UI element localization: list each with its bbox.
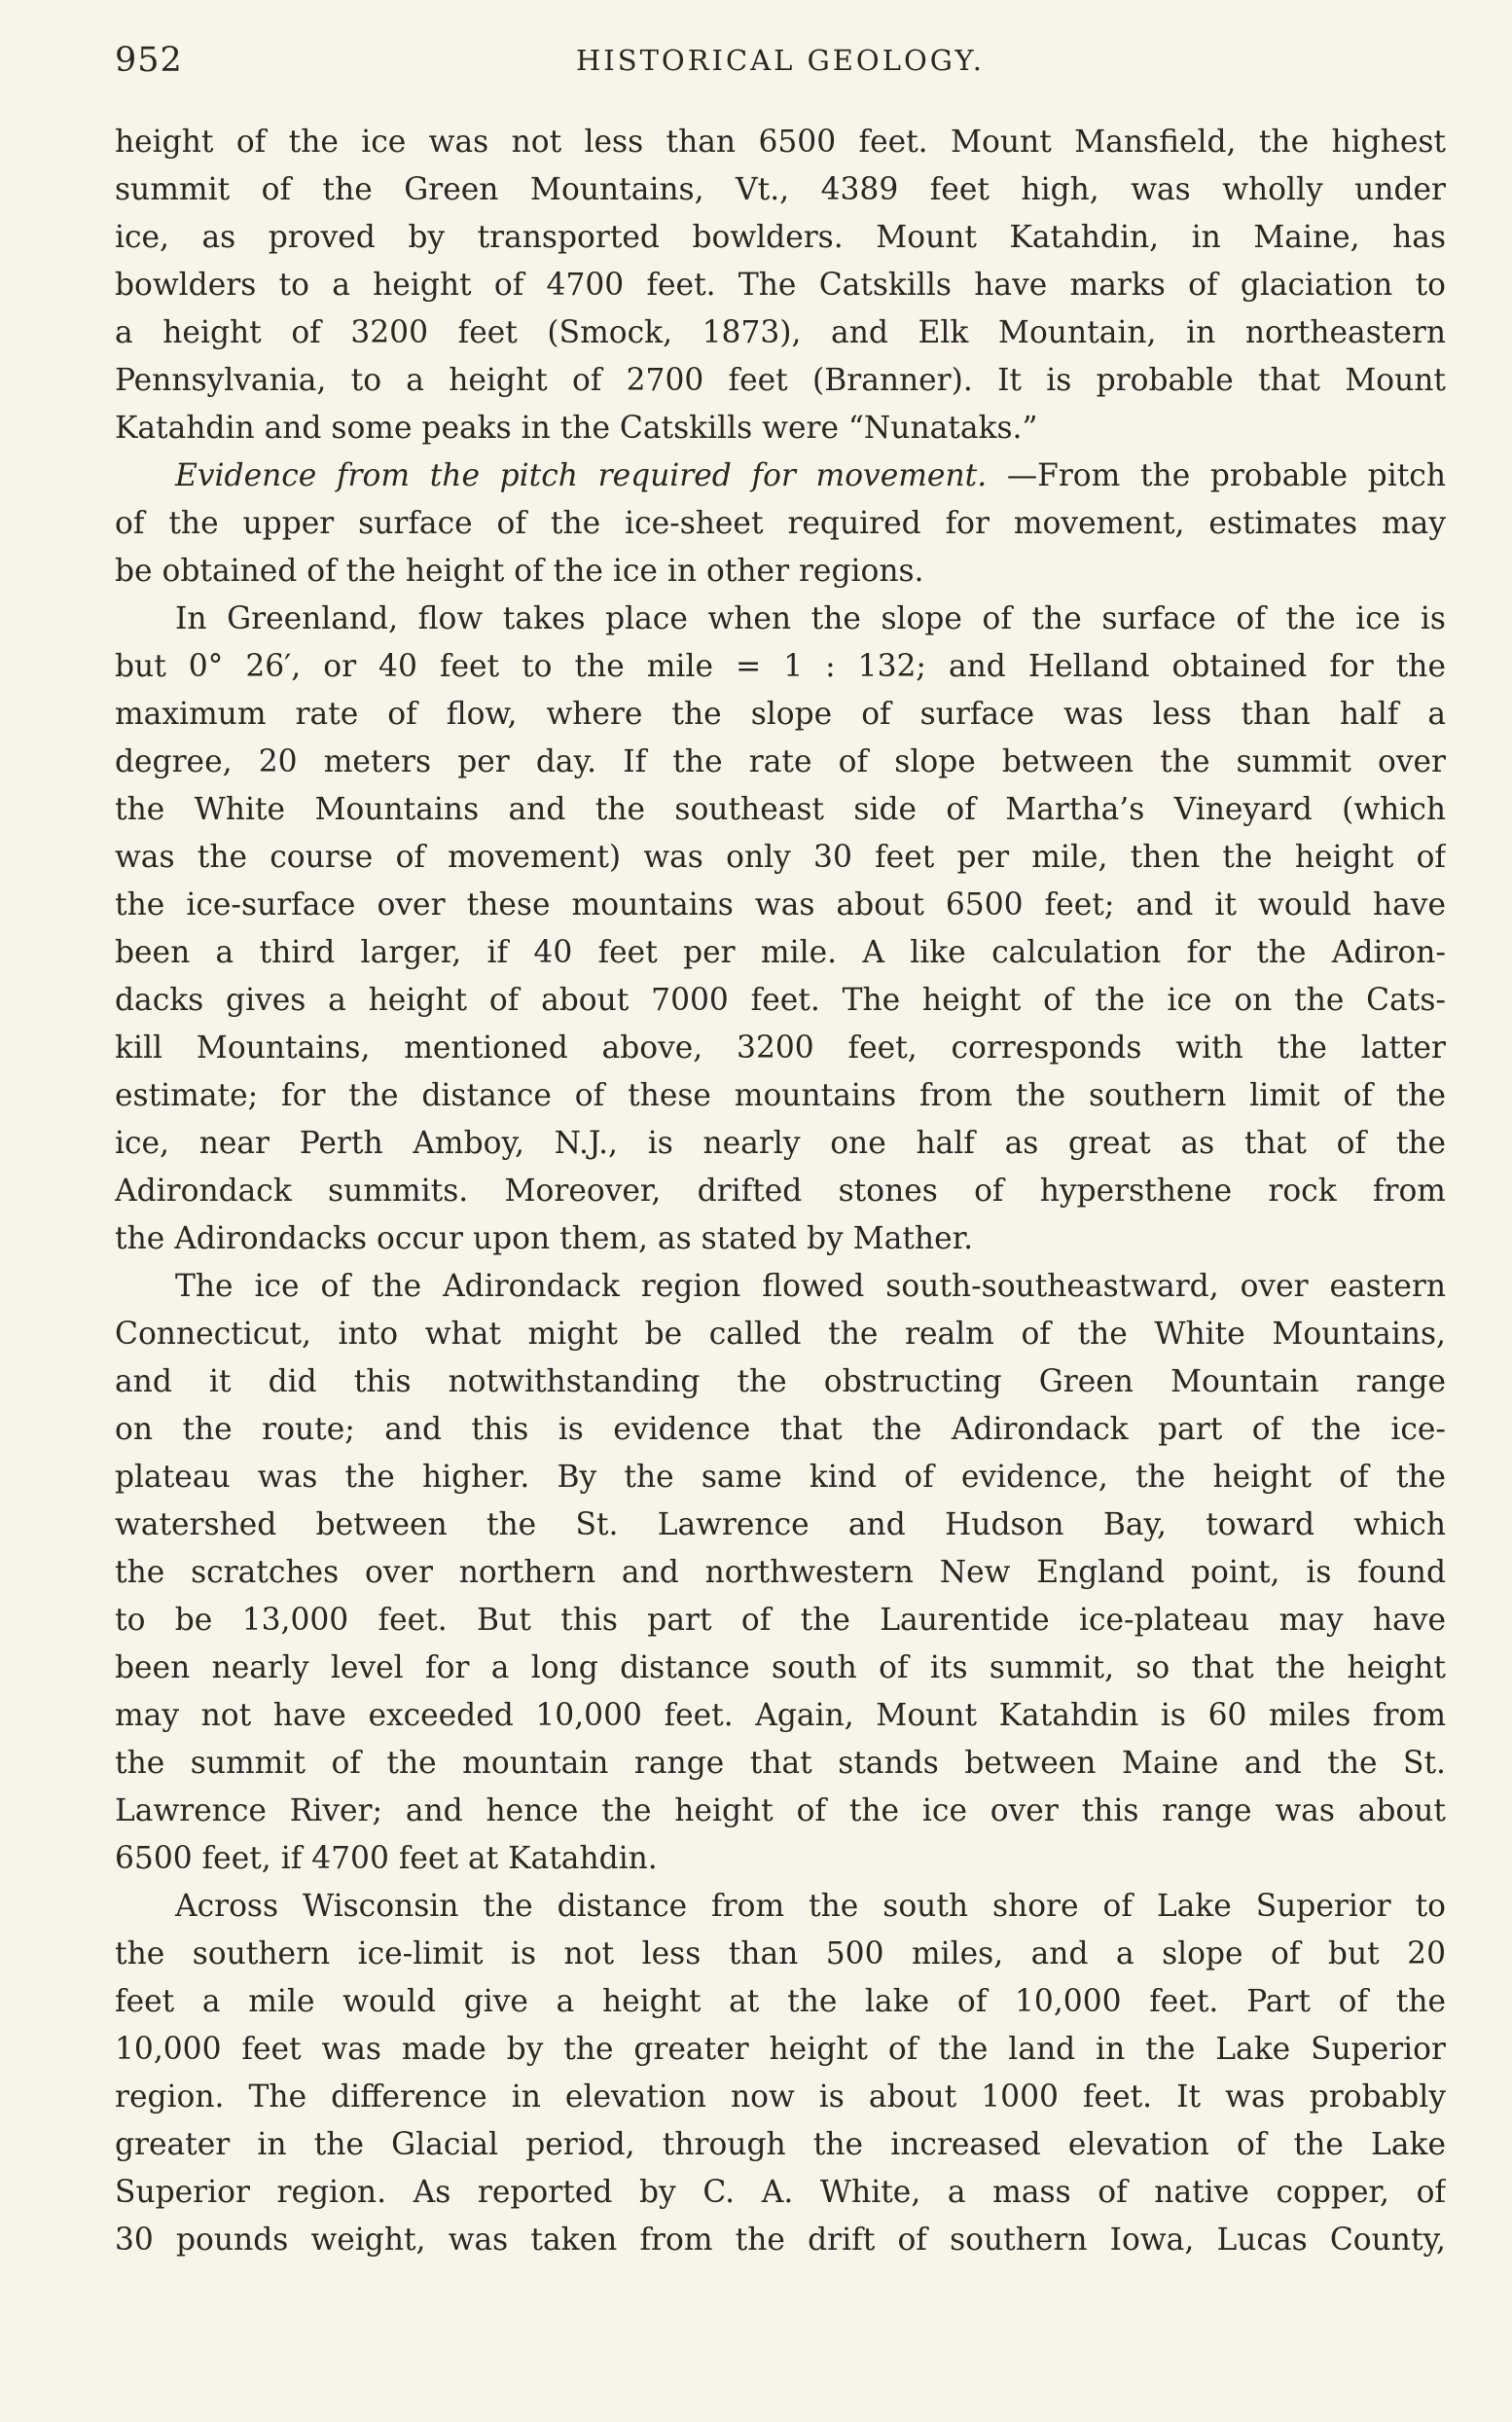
text-line: the summit of the mountain range that stands between Maine and the St.: [115, 1746, 1446, 1781]
text-line: a height of 3200 feet (Smock, 1873), and Elk Mountain, in northeastern: [115, 315, 1446, 350]
text-line: Adirondack summits. Moreover, drifted stones of hypersthene rock from: [115, 1174, 1446, 1209]
text-line: degree, 20 meters per day. If the rate of slope between the summit over: [115, 744, 1446, 779]
body-text: [115, 119, 1446, 2264]
text-line: 30 pounds weight, was taken from the drift of southern Iowa, Lucas County,: [115, 2223, 1446, 2258]
text-line: the scratches over northern and northwestern New England point, is found: [115, 1555, 1446, 1590]
text-line: estimate; for the distance of these mountains from the southern limit of the: [115, 1078, 1446, 1113]
text-line: ice, near Perth Amboy, N.J., is nearly one half as great as that of the: [115, 1126, 1446, 1161]
paragraph-start: In Greenland, flow takes place when the slope of the surface of the ice is: [175, 601, 1446, 636]
text-line: of the upper surface of the ice-sheet required for movement, estimates may: [115, 506, 1446, 541]
text-line: the southern ice-limit is not less than 500 miles, and a slope of but 20: [115, 1936, 1446, 1971]
text-line: been a third larger, if 40 feet per mile. A like calculation for the Adiron-: [115, 935, 1446, 970]
text-line: greater in the Glacial period, through the increased elevation of the Lake: [115, 2127, 1446, 2162]
text-line: 6500 feet, if 4700 feet at Katahdin.: [115, 1841, 658, 1876]
text-line: 10,000 feet was made by the greater height of the land in the Lake Superior: [115, 2032, 1446, 2067]
text-line: maximum rate of flow, where the slope of surface was less than half a: [115, 697, 1446, 732]
text-line: on the route; and this is evidence that the Adirondack part of the ice-: [115, 1412, 1446, 1447]
text-line: Superior region. As reported by C. A. White, a mass of native copper, of: [115, 2175, 1446, 2210]
text-line: height of the ice was not less than 6500 feet. Mount Mansfield, the highest: [115, 125, 1446, 160]
section-heading: Evidence from the pitch required for movement.: [175, 458, 988, 493]
text-line: summit of the Green Mountains, Vt., 4389 feet high, was wholly under: [115, 172, 1446, 207]
text-line: Lawrence River; and hence the height of the ice over this range was about: [115, 1793, 1446, 1828]
text-line: the Adirondacks occur upon them, as stated by Mather.: [115, 1221, 974, 1256]
text-line: but 0° 26′, or 40 feet to the mile = 1 : 132; and Helland obtained for the: [115, 649, 1446, 684]
running-head: HISTORICAL GEOLOGY.: [575, 44, 986, 77]
text-line: bowlders to a height of 4700 feet. The Catskills have marks of glaciation to: [115, 268, 1446, 303]
section-heading-line: [115, 452, 1446, 500]
text-line: Connecticut, into what might be called the realm of the White Mountains,: [115, 1317, 1446, 1352]
text-line: ice, as proved by transported bowlders. Mount Katahdin, in Maine, has: [115, 220, 1446, 255]
text-line: kill Mountains, mentioned above, 3200 feet, corresponds with the latter: [115, 1030, 1446, 1066]
text-line: dacks gives a height of about 7000 feet. The height of the ice on the Cats-: [115, 983, 1446, 1018]
paragraph-start: Across Wisconsin the distance from the south shore of Lake Superior to: [175, 1889, 1446, 1924]
page-header: [115, 31, 1446, 90]
page-number: 952: [115, 41, 183, 80]
text-line: plateau was the higher. By the same kind of evidence, the height of the: [115, 1460, 1446, 1495]
text-line: to be 13,000 feet. But this part of the Laurentide ice-plateau may have: [115, 1603, 1446, 1638]
text-line: been nearly level for a long distance south of its summit, so that the height: [115, 1650, 1446, 1685]
text-line: Katahdin and some peaks in the Catskills were “Nunataks.”: [115, 411, 1038, 446]
text-line: may not have exceeded 10,000 feet. Again, Mount Katahdin is 60 miles from: [115, 1698, 1446, 1733]
text-line: the White Mountains and the southeast side of Martha’s Vineyard (which: [115, 792, 1446, 827]
paragraph-start: The ice of the Adirondack region flowed south-southeastward, over eastern: [175, 1269, 1446, 1304]
text-line: region. The difference in elevation now is about 1000 feet. It was probably: [115, 2079, 1446, 2115]
text-line: Pennsylvania, to a height of 2700 feet (Branner). It is probable that Mount: [115, 363, 1446, 398]
text-line: the ice-surface over these mountains was about 6500 feet; and it would have: [115, 887, 1446, 922]
text-line: watershed between the St. Lawrence and Hudson Bay, toward which: [115, 1507, 1446, 1542]
text-line-continuation: —From the probable pitch: [1006, 458, 1446, 493]
text-line: was the course of movement) was only 30 feet per mile, then the height of: [115, 840, 1446, 875]
text-line: be obtained of the height of the ice in other regions.: [115, 554, 924, 589]
text-line: feet a mile would give a height at the lake of 10,000 feet. Part of the: [115, 1984, 1446, 2019]
text-line: and it did this notwithstanding the obstructing Green Mountain range: [115, 1364, 1446, 1399]
